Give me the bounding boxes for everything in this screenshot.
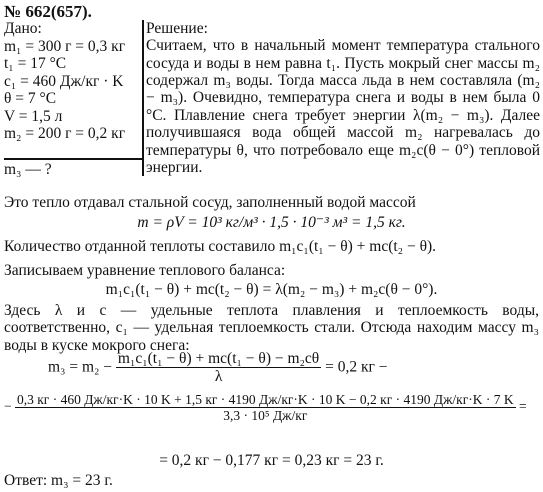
body-line-1: Это тепло отдавал стальной сосуд, заполненный водой массой — [4, 194, 416, 211]
equation-numeric: − 0,3 кг · 460 Дж/кг·K · 10 K + 1,5 кг · 4190 Дж/кг·K · 10 K − 0,2 кг · 4190 Дж/кг·K · 7 K 3,3 · 10⁵ Дж/кг = — [4, 392, 527, 424]
given-line: V = 1,5 л — [4, 107, 63, 125]
solution-block — [146, 20, 540, 176]
given-label: Дано: — [4, 20, 42, 37]
given-horizontal-divider — [4, 158, 142, 160]
equation-result: = 0,2 кг − 0,177 кг = 0,23 кг = 23 г. — [159, 452, 384, 469]
given-line: θ = 7 °C — [4, 90, 57, 107]
body-paragraph-4: Здесь λ и c — удельные теплота плавления и теплоемкость воды, соответственно, c₁ — удельная теплоемкость стали. Отсюда находим массу m₃ воды в куске мокрого снега: — [4, 302, 539, 354]
given-line: t₁ = 17 °C — [4, 55, 67, 72]
fraction-numeric: 0,3 кг · 460 Дж/кг·K · 10 K + 1,5 кг · 4190 Дж/кг·K · 10 K − 0,2 кг · 4190 Дж/кг·K · 7 K 3,3 · 10⁵ Дж/кг — [17, 392, 514, 424]
given-vertical-divider — [142, 20, 144, 176]
given-line: m₁ = 300 г = 0,3 кг — [4, 37, 126, 55]
given-line: m₂ = 200 г = 0,2 кг — [4, 125, 126, 142]
equation-heat-balance: m₁c₁(t₁ − θ) + mc(t₂ − θ) = λ(m₂ − m₃) + m₂c(θ − 0°). — [105, 281, 438, 298]
solution-label: Решение: — [146, 20, 208, 37]
body-line-2: Количество отданной теплоты составило m₁c₁(t₁ − θ) + mc(t₂ − θ). — [4, 238, 437, 255]
fraction-m3: $\frac{\text{m₁c₁(t₁ − θ) + mc(t₁ − θ) − m₂cθ}}{\lambda}$ — [117, 350, 320, 386]
answer-line: Ответ: m₃ = 23 г. — [4, 472, 113, 489]
body-line-3: Записываем уравнение теплового баланса: — [4, 262, 286, 279]
equation-mass: m = ρV = 10³ кг/м³ · 1,5 · 10⁻³ м³ = 1,5 кг. — [137, 214, 406, 231]
find-line: m₃ — ? — [4, 161, 52, 178]
given-block — [4, 20, 142, 143]
given-line: c₁ = 460 Дж/кг · K — [4, 72, 124, 90]
problem-number: № 662(657). — [4, 2, 92, 21]
equation-m3-formula: m₃ = m₂ − $\frac{\text{m₁c₁(t₁ − θ) + mc(t₁ − θ) − m₂cθ}}{\lambda}$ = 0,2 кг − — [48, 350, 388, 386]
solution-paragraph: Считаем, что в начальный момент температура стального сосуда и воды в нем равна t₁. Пусть мокрый снег массы m₂ содержал m₃ воды. Тогда масса льда в нем составляла (m₂ − m₃). Очевидно, температура снега и воды в нем была 0 °C. Плавление снега требует энергии λ(m₂ − m₃). Далее получившаяся вода общей массой m₂ нагревалась до температуры θ, что потребовало еще m₂c(θ − 0°) тепловой энергии. — [146, 37, 540, 176]
